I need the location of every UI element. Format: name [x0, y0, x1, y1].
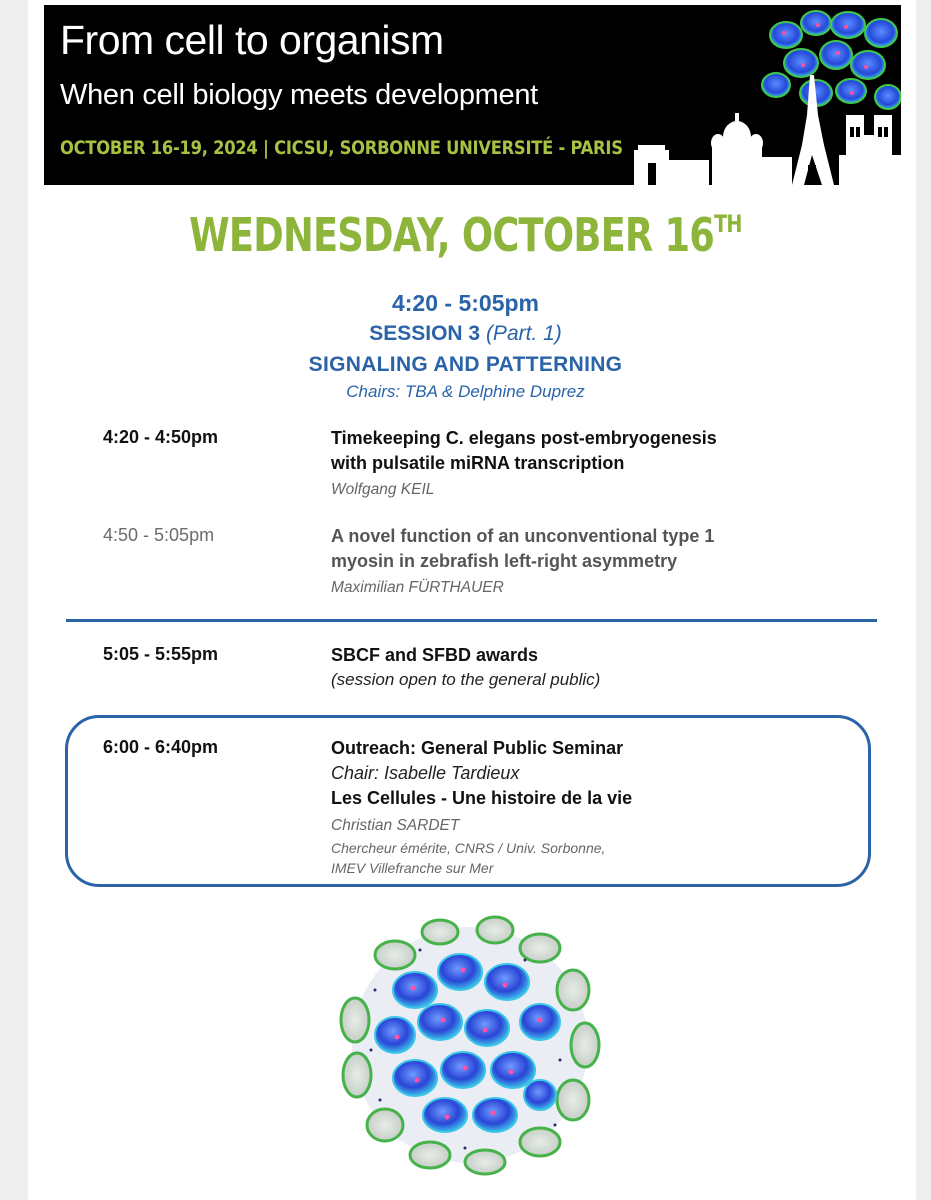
conference-dates-venue: OCTOBER 16-19, 2024 | CICSU, SORBONNE UNIVERSITÉ - PARIS [60, 137, 623, 159]
session-time: 4:20 - 5:05pm [391, 290, 539, 316]
awards-note: (session open to the general public) [331, 670, 601, 689]
awards-time: 5:05 - 5:55pm [103, 644, 219, 664]
talk-speaker: Wolfgang KEIL [331, 481, 435, 498]
conference-banner [44, 5, 901, 185]
session-header [0, 288, 931, 404]
session-part: (Part. 1) [485, 322, 562, 345]
session-chairs: Chairs: TBA & Delphine Duprez [346, 382, 585, 401]
talk-content [331, 524, 851, 600]
conference-title: From cell to organism [60, 17, 444, 63]
talk-title-line: Timekeeping C. elegans post-embryogenesis [331, 428, 717, 448]
talk-content [331, 426, 851, 502]
talk-speaker: Maximilian FÜRTHAUER [331, 579, 504, 596]
outreach-talk-title: Les Cellules - Une histoire de la vie [331, 788, 633, 808]
outreach-content [331, 736, 851, 878]
awards-title: SBCF and SFBD awards [331, 645, 539, 665]
outreach-affiliation-line: Chercheur émérite, CNRS / Univ. Sorbonne, [331, 840, 606, 856]
awards-content [331, 643, 851, 692]
talk-title-line: A novel function of an unconventional type 1 [331, 526, 715, 546]
session-theme: SIGNALING AND PATTERNING [308, 353, 623, 376]
section-divider [66, 619, 877, 622]
outreach-affiliation-line: IMEV Villefranche sur Mer [331, 860, 494, 876]
day-heading [0, 208, 931, 262]
talk-title-line: myosin in zebrafish left-right asymmetry [331, 551, 678, 571]
talk-time: 4:50 - 5:05pm [103, 525, 215, 545]
day-title: WEDNESDAY, OCTOBER 16 [189, 208, 715, 262]
session-title [0, 318, 931, 350]
conference-subtitle: When cell biology meets development [60, 79, 538, 111]
outreach-chair: Chair: Isabelle Tardieux [331, 763, 520, 783]
talk-title-line: with pulsatile miRNA transcription [331, 453, 625, 473]
outreach-time: 6:00 - 6:40pm [103, 737, 219, 757]
paris-skyline-icon [634, 75, 901, 185]
outreach-speaker: Christian SARDET [331, 817, 460, 834]
cell-cluster-illustration [335, 910, 605, 1180]
outreach-title: Outreach: General Public Seminar [331, 738, 624, 758]
talk-time: 4:20 - 4:50pm [103, 427, 219, 447]
session-label: SESSION 3 [369, 322, 481, 345]
day-suffix: TH [714, 210, 742, 238]
